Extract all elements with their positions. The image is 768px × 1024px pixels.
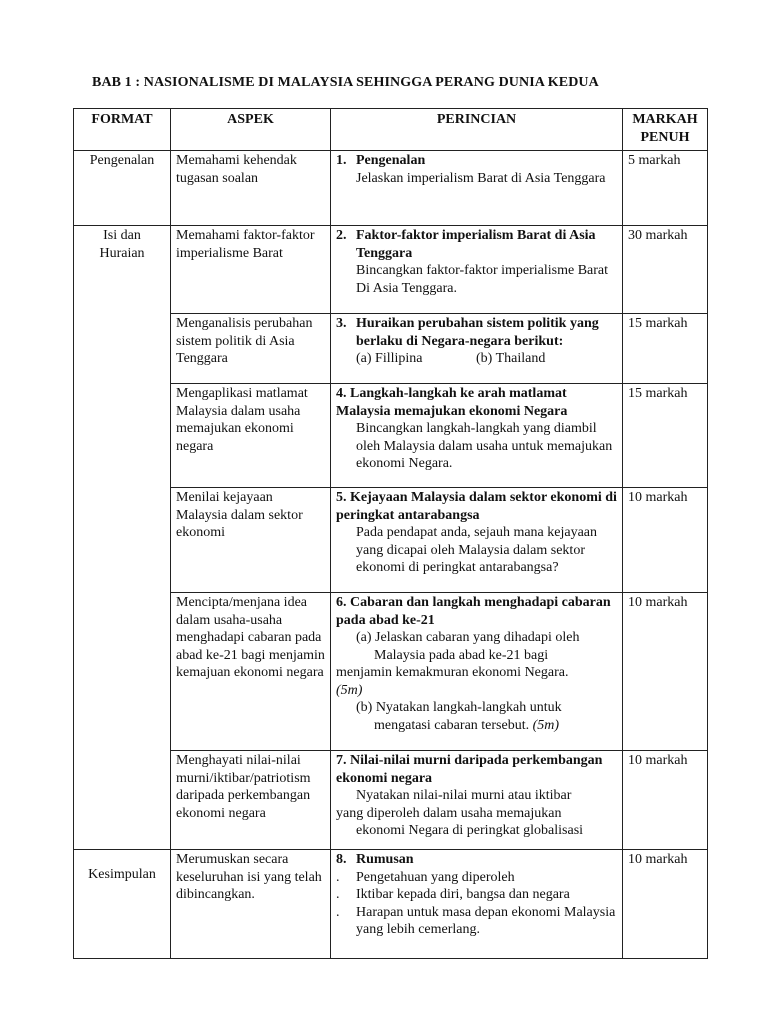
detail-heading [336,227,617,262]
format-cell: Kesimpulan [74,850,171,959]
list-item [336,869,617,887]
list-item [336,886,617,904]
markah-cell: 15 markah [623,314,708,384]
detail-heading [336,315,617,350]
detail-sub-b-text: mengatasi cabaran tersebut. [374,717,530,733]
header-perincian: PERINCIAN [331,109,623,151]
format-cell: Pengenalan [74,151,171,226]
table-row [74,226,708,314]
option-a: (a) Fillipina [356,351,423,366]
detail-body-line3: ekonomi Negara di peringkat globalisasi [356,823,584,838]
format-isi-line2: Huraian [99,245,145,261]
markah-cell: 10 markah [623,850,708,959]
markah-cell: 10 markah [623,488,708,593]
aspek-cell: Mencipta/menjana idea dalam usaha-usaha menghadapi cabaran pada abad ke-21 bagi menjamin kemajuan ekonomi negara [171,593,331,751]
table-row [74,850,708,959]
perincian-cell [331,384,623,488]
option-b: (b) Thailand [476,351,546,366]
header-markah-line1: MARKAH [632,112,698,127]
item-number: 8. [336,852,347,867]
markah-cell: 30 markah [623,226,708,314]
header-markah-line2: PENUH [640,129,690,145]
page-title: BAB 1 : NASIONALISME DI MALAYSIA SEHINGGA PERANG DUNIA KEDUA [92,75,599,90]
markah-cell: 10 markah [623,751,708,850]
header-markah [623,109,708,151]
item-title: Faktor-faktor imperialism Barat di Asia Tenggara [356,228,596,261]
item-title: Pengenalan [356,153,426,168]
perincian-cell [331,850,623,959]
detail-body: Bincangkan faktor-faktor imperialisme Barat Di Asia Tenggara. [356,263,609,296]
header-aspek: ASPEK [171,109,331,151]
header-format: FORMAT [74,109,171,151]
format-isi-line1: Isi dan [103,228,141,243]
markah-cell: 15 markah [623,384,708,488]
perincian-cell [331,488,623,593]
perincian-cell [331,593,623,751]
aspek-cell: Mengaplikasi matlamat Malaysia dalam usaha memajukan ekonomi negara [171,384,331,488]
markah-cell: 10 markah [623,593,708,751]
bullet-marker: . [336,869,340,885]
detail-heading: 4. Langkah-langkah ke arah matlamat Malaysia memajukan ekonomi Negara [336,386,568,419]
perincian-cell [331,751,623,850]
aspek-cell: Menganalisis perubahan sistem politik di Asia Tenggara [171,314,331,384]
detail-heading: 5. Kejayaan Malaysia dalam sektor ekonomi di peringkat antarabangsa [336,490,617,523]
detail-heading: 6. Cabaran dan langkah menghadapi cabaran pada abad ke-21 [336,595,611,628]
detail-body-line2: yang diperoleh dalam usaha memajukan [336,805,562,821]
detail-sub-a-mark: (5m) [336,682,363,698]
detail-options [336,350,617,368]
perincian-cell [331,151,623,226]
item-number: 3. [336,316,347,331]
header-row [74,109,708,151]
aspek-cell: Memahami faktor-faktor imperialisme Barat [171,226,331,314]
list-item [336,904,617,939]
detail-sub-a-line3: menjamin kemakmuran ekonomi Negara. [336,665,569,680]
aspek-cell: Menghayati nilai-nilai murni/iktibar/patriotism daripada perkembangan ekonomi negara [171,751,331,850]
list-item-text: Iktibar kepada diri, bangsa dan negara [356,887,570,902]
detail-body: Jelaskan imperialism Barat di Asia Tenggara [356,170,606,186]
detail-heading: 7. Nilai-nilai murni daripada perkembangan ekonomi negara [336,753,603,786]
detail-sub-a-line2: Malaysia pada abad ke-21 bagi [374,647,549,663]
list-item-text: Harapan untuk masa depan ekonomi Malaysia yang lebih cemerlang. [356,904,616,937]
item-title: Huraikan perubahan sistem politik yang berlaku di Negara-negara berikut: [356,316,599,349]
perincian-cell [331,226,623,314]
item-number: 2. [336,228,347,243]
aspek-cell: Merumuskan secara keseluruhan isi yang telah dibincangkan. [171,850,331,959]
table-row [74,151,708,226]
rubric-table [73,108,708,959]
aspek-cell: Menilai kejayaan Malaysia dalam sektor ekonomi [171,488,331,593]
aspek-cell: Memahami kehendak tugasan soalan [171,151,331,226]
list-item-text: Pengetahuan yang diperoleh [356,869,515,885]
detail-sub-b-line1: (b) Nyatakan langkah-langkah untuk [356,700,562,715]
detail-sub-b-mark: (5m) [532,717,560,733]
detail-body-line1: Nyatakan nilai-nilai murni atau iktibar [356,788,572,803]
markah-cell: 5 markah [623,151,708,226]
detail-heading [336,851,617,869]
detail-body: Pada pendapat anda, sejauh mana kejayaan yang dicapai oleh Malaysia dalam sektor ekonomi di peringkat antarabangsa? [356,525,598,575]
format-cell-isi [74,226,171,850]
item-number: 1. [336,153,347,168]
bullet-marker: . [336,887,340,902]
detail-sub-a-line1: (a) Jelaskan cabaran yang dihadapi oleh [356,630,580,645]
bullet-marker: . [336,904,340,920]
item-title: Rumusan [356,852,414,867]
perincian-cell [331,314,623,384]
detail-sub-b-line2 [336,717,617,735]
detail-body: Bincangkan langkah-langkah yang diambil oleh Malaysia dalam usaha untuk memajukan ekonomi Negara. [356,421,613,471]
detail-heading [336,152,617,170]
